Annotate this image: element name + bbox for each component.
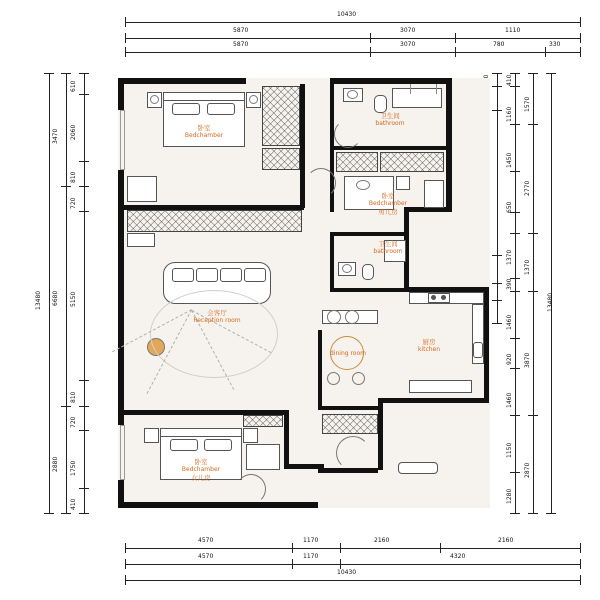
dim-right-1460a: 1460	[506, 314, 513, 330]
dim-tick	[580, 17, 581, 27]
dim-tick	[528, 291, 538, 292]
dim-tick	[492, 255, 502, 256]
room-label-reception	[172, 309, 262, 325]
door-gap-top	[246, 78, 330, 84]
door-arc-entry	[336, 436, 370, 470]
dim-left-5150: 5150	[70, 291, 77, 307]
dim-tick	[580, 543, 581, 553]
dining-chair-2	[345, 310, 359, 324]
dim-left-810b: 810	[70, 391, 77, 403]
bed-bottom-headboard	[160, 428, 242, 437]
entry-cabinet	[322, 414, 378, 434]
door-arc-bed-right	[306, 168, 336, 198]
dim-tick	[580, 47, 581, 57]
dim-left-1750: 1750	[70, 460, 77, 476]
room-label-sub: 女儿房	[191, 473, 211, 482]
balcony-line-top-2	[436, 84, 437, 94]
room-label-en: Bedchamber	[181, 466, 221, 474]
dim-left-3470: 3470	[52, 128, 59, 144]
dim-right-13480: 13480	[547, 292, 554, 312]
dim-tick	[79, 211, 89, 212]
wardrobe-bed-right-2	[380, 152, 444, 172]
dim-tick	[125, 17, 126, 27]
dim-tick	[510, 171, 520, 172]
dim-tick	[510, 513, 520, 514]
window-bottom-left	[120, 425, 125, 480]
dim-tick	[340, 559, 341, 569]
dim-tick	[79, 186, 89, 187]
bathtub-top	[392, 88, 442, 108]
room-label-cn: 卫生间	[380, 112, 400, 120]
dim-bottom-1170a: 1170	[303, 537, 319, 544]
dim-right-1370a: 1370	[524, 259, 531, 275]
room-label-bathroom-top	[360, 112, 420, 128]
partition-bath-left	[330, 84, 334, 148]
dim-top-5870-b: 5870	[233, 41, 249, 48]
dim-tick	[125, 559, 126, 569]
dim-tick	[455, 47, 456, 57]
dim-bottom-1170b: 1170	[303, 553, 319, 560]
dim-tick	[580, 559, 581, 569]
dim-top-1110: 1110	[505, 27, 521, 34]
dim-tick	[44, 73, 54, 74]
dim-top-330: 330	[549, 41, 561, 48]
dim-bottom-4320: 4320	[450, 553, 466, 560]
dim-tick	[492, 110, 502, 111]
dim-tick	[510, 368, 520, 369]
dim-right-1150: 1150	[506, 442, 513, 458]
room-label-en: kitchen	[417, 346, 441, 354]
dim-tick	[125, 575, 126, 585]
dim-tick	[340, 543, 341, 553]
room-label-bedchamber-right	[358, 192, 418, 216]
door-arc-bedroom-bottom	[236, 474, 266, 504]
wardrobe-top-strip	[262, 148, 300, 170]
balcony-line-top	[410, 84, 411, 94]
partition-bottom-corner	[284, 464, 324, 469]
dim-tick	[510, 415, 520, 416]
dim-left-13480: 13480	[35, 290, 42, 310]
dim-right-390: 390	[506, 278, 513, 290]
dim-tick	[546, 73, 556, 74]
dining-chair-3	[327, 372, 340, 385]
dim-tick	[79, 161, 89, 162]
door-arc-bathroom-top	[334, 120, 362, 148]
dim-line-top-1	[125, 22, 580, 23]
pillow-top-right	[207, 103, 235, 115]
dining-chair-1	[327, 310, 341, 324]
dim-tick	[580, 575, 581, 585]
room-label-bathroom-mid	[358, 240, 418, 256]
partition-dining-right	[322, 406, 380, 410]
room-label-cn: 卧室	[381, 192, 395, 200]
dim-line-left-2	[84, 73, 85, 513]
exterior-wall-kitchen-bottom	[378, 398, 489, 403]
sink-basin-top	[347, 90, 358, 99]
pillow-top-left	[172, 103, 200, 115]
exterior-wall-right-kitchen	[484, 287, 489, 402]
room-label-en: Reception room	[193, 317, 241, 325]
room-label-en: bathroom	[373, 248, 403, 256]
dim-line-right-1	[533, 73, 534, 513]
room-label-en: dining room	[330, 350, 366, 357]
wardrobe-top-right	[262, 86, 300, 146]
partition-dining-left	[318, 330, 322, 410]
dim-line-left-outer	[49, 73, 50, 513]
dim-tick	[125, 33, 126, 43]
room-label-en: Bedchamber	[184, 132, 224, 140]
kitchen-sink	[473, 342, 483, 358]
dim-left-6680: 6680	[52, 290, 59, 306]
dim-tick	[510, 291, 520, 292]
dim-tick	[546, 513, 556, 514]
dim-top-3070-a: 3070	[400, 27, 416, 34]
dim-left-810a: 810	[70, 171, 77, 183]
dim-top-780: 780	[493, 41, 505, 48]
dim-bottom-10430: 10430	[337, 569, 357, 576]
toilet-bath-mid	[362, 264, 374, 280]
partition-bath-mid-bottom	[330, 288, 408, 292]
dim-line-top-2	[125, 38, 580, 39]
room-label-cn: 卧室	[194, 458, 208, 466]
dim-tick	[79, 430, 89, 431]
exterior-wall-top-right	[330, 78, 452, 84]
dim-right-410: 410	[506, 74, 513, 86]
dim-tick	[528, 73, 538, 74]
dim-tick	[79, 488, 89, 489]
rug-circle	[150, 290, 278, 378]
sofa-cushion-4	[244, 268, 266, 282]
dim-line-left-1	[66, 73, 67, 513]
dim-tick	[292, 559, 293, 569]
room-label-cn: 会客厅	[207, 309, 227, 317]
dim-tick	[545, 47, 546, 57]
dim-top-10430: 10430	[337, 11, 357, 18]
dim-tick	[528, 513, 538, 514]
dim-top-3070-b: 3070	[400, 41, 416, 48]
wardrobe-bottom	[243, 415, 283, 427]
dim-tick	[292, 543, 293, 553]
dim-line-bottom-1	[125, 548, 580, 549]
dim-tick	[79, 406, 89, 407]
dim-right-1280: 1280	[506, 488, 513, 504]
exterior-wall-bottom	[118, 502, 318, 508]
lamp-top-right	[249, 95, 258, 104]
dim-tick	[370, 47, 371, 57]
room-label-en: bathroom	[375, 120, 405, 128]
room-label-sub: 男儿房	[378, 207, 398, 216]
dim-line-bottom-3	[125, 580, 580, 581]
hob-burner-1	[431, 295, 436, 300]
room-label-kitchen	[404, 338, 454, 354]
sofa-cushion-3	[220, 268, 242, 282]
dim-tick	[492, 300, 502, 301]
dim-tick	[61, 406, 71, 407]
sofa-cushion-1	[172, 268, 194, 282]
dim-bottom-4570a: 4570	[198, 537, 214, 544]
dim-tick	[510, 86, 520, 87]
dim-top-5870-a: 5870	[233, 27, 249, 34]
room-label-cn: 卫生间	[378, 240, 398, 248]
sofa-cushion-2	[196, 268, 218, 282]
dim-tick	[79, 380, 89, 381]
dim-bottom-2160a: 2160	[374, 537, 390, 544]
dim-tick	[440, 543, 441, 553]
dim-tick	[528, 415, 538, 416]
dim-tick	[44, 513, 54, 514]
dim-tick	[79, 73, 89, 74]
closet-run-top	[127, 210, 302, 232]
dining-chair-4	[352, 372, 365, 385]
partition-bed-right-bottom	[330, 232, 408, 236]
bed-right-pillow	[356, 180, 370, 190]
dim-tick	[492, 323, 502, 324]
dim-right-650: 650	[506, 201, 513, 213]
dim-right-1450: 1450	[506, 152, 513, 168]
dim-tick	[580, 33, 581, 43]
room-label-bedchamber-bottom	[164, 458, 238, 482]
dim-tick	[61, 186, 71, 187]
entry-bench	[398, 462, 438, 474]
dim-left-2060: 2060	[70, 124, 77, 140]
desk-top	[127, 176, 157, 202]
room-label-bedchamber-top	[168, 124, 240, 140]
dim-left-720b: 720	[70, 416, 77, 428]
sink-basin-mid	[342, 264, 352, 273]
room-label-dining	[322, 350, 374, 358]
dim-right-3870: 3870	[524, 352, 531, 368]
pillow-bottom-right	[204, 439, 232, 451]
hob-burner-2	[441, 295, 446, 300]
room-label-en: Bedchamber	[368, 200, 408, 208]
dim-bottom-2160b: 2160	[498, 537, 514, 544]
dim-left-610: 610	[70, 80, 77, 92]
lamp-top-left	[150, 95, 159, 104]
dim-left-720a: 720	[70, 197, 77, 209]
toilet-bath-top	[374, 95, 387, 113]
dim-right-1570: 1570	[524, 96, 531, 112]
dim-tick	[125, 47, 126, 57]
dim-right-2870: 2870	[524, 462, 531, 478]
dim-tick	[510, 233, 520, 234]
wardrobe-bed-right	[336, 152, 378, 172]
nightstand-right	[396, 176, 410, 190]
room-label-cn: 厨房	[422, 338, 436, 346]
dim-right-1460b: 1460	[506, 392, 513, 408]
dim-tick	[492, 73, 502, 74]
dim-tick	[510, 124, 520, 125]
dim-tick	[528, 233, 538, 234]
pillow-bottom-left	[170, 439, 198, 451]
dim-tick	[528, 124, 538, 125]
dim-left-2880: 2880	[52, 456, 59, 472]
nightstand-bottom-right	[243, 428, 258, 443]
dim-line-top-3	[125, 52, 580, 53]
dim-tick	[455, 33, 456, 43]
dim-tick	[492, 86, 502, 87]
kitchen-counter-bottom	[409, 380, 472, 393]
dim-right-1370b: 1370	[506, 249, 513, 265]
dim-tick	[79, 94, 89, 95]
exterior-wall-right-upper	[446, 78, 452, 208]
cabinet-right-bed	[424, 180, 444, 208]
nightstand-bottom-left	[144, 428, 159, 443]
dim-tick	[492, 283, 502, 284]
dim-tick	[370, 33, 371, 43]
window-top-left	[120, 110, 125, 170]
partition-living-bottom-right	[284, 410, 289, 468]
desk-bottom	[246, 444, 280, 470]
bed-top-headboard	[163, 92, 245, 101]
room-label-cn: 卧室	[197, 124, 211, 132]
dim-right-2770: 2770	[524, 180, 531, 196]
dim-bottom-4570b: 4570	[198, 553, 214, 560]
dim-tick	[125, 543, 126, 553]
dim-tick	[79, 513, 89, 514]
dim-left-410: 410	[70, 498, 77, 510]
dim-right-920: 920	[506, 353, 513, 365]
cabinet-small-top	[127, 233, 155, 247]
partition-bath-mid-left	[330, 232, 334, 292]
dim-tick	[61, 73, 71, 74]
dim-line-bottom-2	[125, 564, 580, 565]
dim-right-1160: 1160	[506, 106, 513, 122]
dim-line-right-2	[515, 73, 516, 513]
partition-vertical-top	[300, 84, 305, 208]
dim-tick	[510, 338, 520, 339]
exterior-wall-top	[118, 78, 246, 84]
dim-tick	[61, 513, 71, 514]
dim-tick	[510, 472, 520, 473]
